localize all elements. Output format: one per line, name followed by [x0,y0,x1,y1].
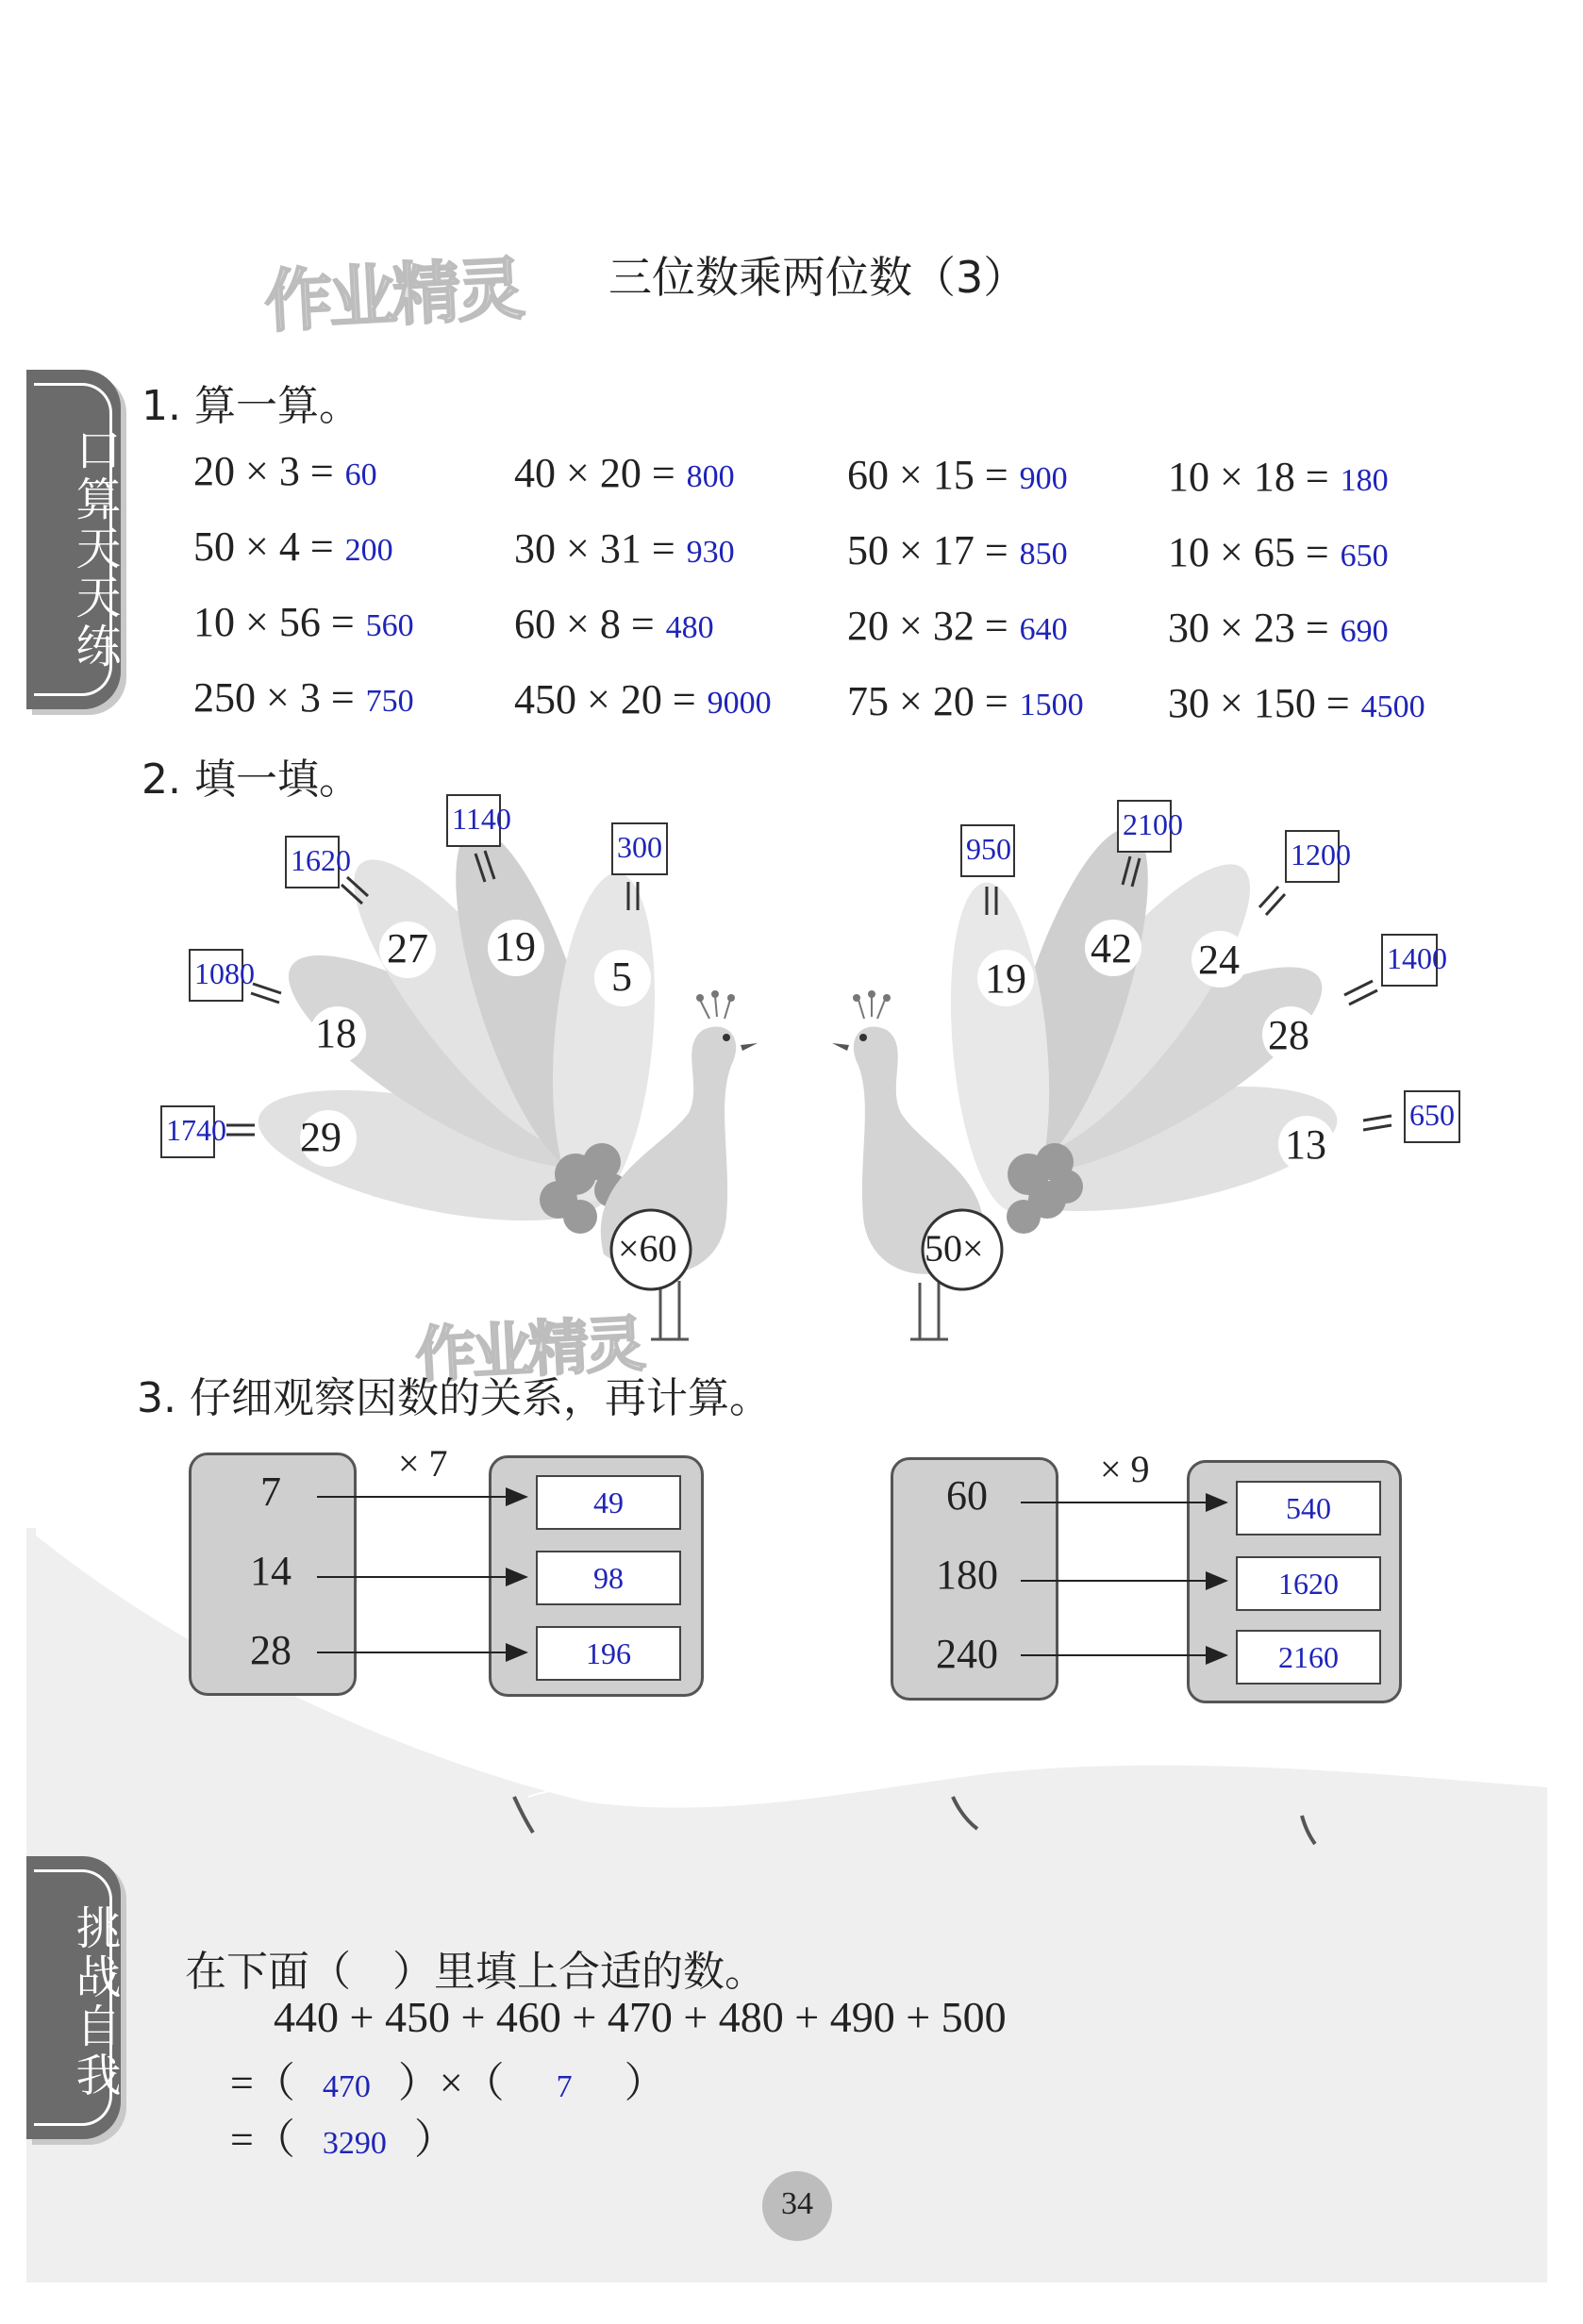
challenge-line2-mid: ）×（ [397,2060,505,2106]
equation-expression: 30 × 150 = [1168,680,1350,726]
right-feather-num-1: 19 [985,955,1026,1002]
left-feather-num-1: 29 [300,1114,342,1160]
group1-answer-1: 49 [536,1475,681,1530]
equation-answer: 180 [1340,463,1389,498]
equation-expression: 50 × 4 = [193,523,334,570]
equation-expression: 450 × 20 = [514,676,696,722]
equation-expression: 40 × 20 = [514,450,675,496]
section3-heading: 3. 仔细观察因数的关系，再计算。 [137,1374,771,1422]
equation-expression: 50 × 17 = [847,527,1008,573]
equation-expression: 10 × 18 = [1168,454,1329,500]
right-answer-box-1: 950 [960,824,1015,877]
left-answer-box-5: 300 [611,822,668,875]
left-peacock-operator: ×60 [618,1227,677,1270]
challenge-line2-prefix: =（ [230,2060,295,2106]
group2-input-2: 180 [936,1552,998,1598]
left-answer-box-3: 1620 [285,836,340,888]
challenge-line2-suffix: ） [624,2060,666,2106]
left-feather-num-4: 19 [494,923,536,970]
equation-answer: 690 [1340,614,1389,649]
right-answer-box-4: 1400 [1381,934,1438,987]
equation-expression: 30 × 31 = [514,525,675,572]
equation-answer: 9000 [707,686,772,721]
group2-answer-1: 540 [1236,1481,1381,1536]
equation-answer: 480 [665,610,714,645]
equation-answer: 200 [344,533,393,568]
right-peacock-operator: 50× [925,1227,984,1270]
equation-answer: 800 [686,459,735,494]
equation-answer: 4500 [1360,689,1425,724]
equation-answer: 60 [344,457,377,492]
right-feather-num-2: 42 [1091,925,1132,971]
equation-answer: 900 [1019,461,1068,496]
right-feather-num-3: 24 [1198,937,1240,983]
group2-answer-2: 1620 [1236,1556,1381,1611]
equation-expression: 60 × 8 = [514,601,655,647]
challenge-line2 [230,2049,666,2109]
left-answer-box-2: 1080 [189,949,243,1002]
left-feather-num-5: 5 [611,954,632,1000]
side-tab-daily-practice-label: 口算天天练 [68,426,121,672]
page-title: 三位数乘两位数（3） [608,252,1027,303]
equation-answer: 1500 [1019,688,1084,722]
equation-expression: 60 × 15 = [847,452,1008,498]
left-feather-num-2: 18 [315,1010,357,1056]
equation-expression: 10 × 56 = [193,599,355,645]
equation-expression: 250 × 3 = [193,674,355,721]
group1-answer-3: 196 [536,1626,681,1681]
group2-input-3: 240 [936,1631,998,1677]
equation-expression: 20 × 32 = [847,603,1008,649]
side-tab-challenge [26,1856,121,2139]
group2-answer-3: 2160 [1236,1630,1381,1685]
right-answer-box-2: 2100 [1117,800,1172,853]
page-number: 34 [781,2186,813,2221]
equation-answer: 930 [686,535,735,570]
side-tab-challenge-label: 挑战自我 [68,1904,121,2100]
challenge-line3-prefix: =（ [230,2116,295,2163]
challenge-line3-answer: 3290 [322,2126,387,2161]
equation-answer: 650 [1340,539,1389,573]
equation-answer: 640 [1019,612,1068,647]
challenge-prompt: 在下面（ ）里填上合适的数。 [185,1948,766,1996]
challenge-line2-answer-a: 470 [322,2069,371,2104]
group2-input-1: 60 [946,1472,988,1519]
group1-input-1: 7 [260,1469,281,1515]
right-answer-box-5: 650 [1404,1090,1460,1143]
equation-expression: 10 × 65 = [1168,529,1329,575]
group2-multiplier: × 9 [1100,1448,1150,1490]
left-answer-box-4: 1140 [446,794,501,847]
challenge-line2-answer-b: 7 [556,2069,573,2104]
equation-expression: 75 × 20 = [847,678,1008,724]
challenge-line3-suffix: ） [413,2116,456,2163]
right-answer-box-3: 1200 [1285,830,1340,883]
equation-answer: 850 [1019,537,1068,572]
group1-answer-2: 98 [536,1551,681,1605]
equation-expression: 20 × 3 = [193,448,334,494]
right-feather-num-4: 28 [1268,1012,1309,1058]
watermark-top: 作业精灵 [262,248,524,342]
section1-heading: 1. 算一算。 [142,382,360,430]
group1-input-2: 14 [250,1548,292,1594]
watermark-middle: 作业精灵 [413,1309,644,1392]
equation-expression: 30 × 23 = [1168,605,1329,651]
challenge-line3 [230,2105,456,2166]
left-answer-box-1: 1740 [160,1105,215,1158]
right-feather-num-5: 13 [1285,1121,1326,1168]
group1-input-3: 28 [250,1627,292,1673]
challenge-expression: 440 + 450 + 460 + 470 + 480 + 490 + 500 [274,1993,1007,2041]
equation-answer: 750 [365,684,414,719]
section2-heading: 2. 填一填。 [142,755,360,804]
left-feather-num-3: 27 [387,925,428,971]
group1-multiplier: × 7 [398,1442,448,1485]
equation-answer: 560 [365,608,414,643]
